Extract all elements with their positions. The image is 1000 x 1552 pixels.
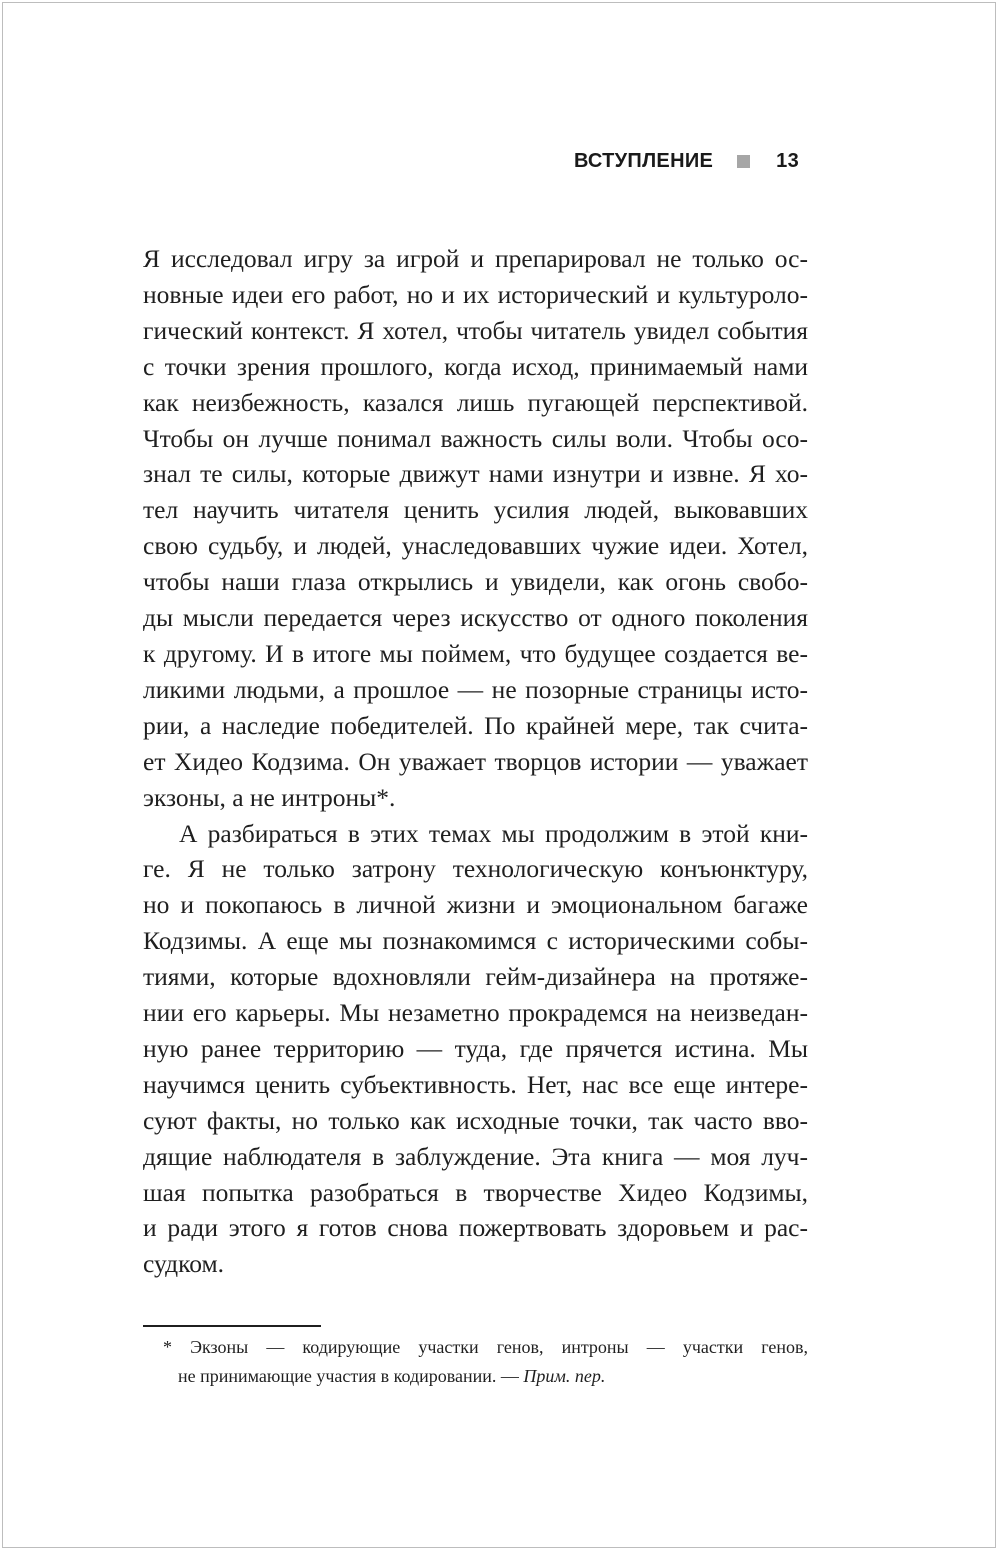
text-line: гический контекст. Я хотел, чтобы читатель увидел события [143, 315, 808, 345]
paragraph-1 [143, 241, 808, 816]
text-line: научимся ценить субъективность. Нет, нас все еще интере- [143, 1069, 808, 1099]
square-separator-icon [737, 155, 750, 168]
section-title: ВСТУПЛЕНИЕ [573, 149, 714, 172]
text-line: нии его карьеры. Мы незаметно прокрадемся на неизведан- [143, 998, 808, 1028]
translator-note: Прим. пер. [523, 1366, 606, 1386]
text-line: свою судьбу, и людей, унаследовавших чужие идеи. Хотел, [143, 531, 808, 561]
footnote [143, 1333, 808, 1391]
text-line: ге. Я не только затрону технологическую конъюнктуру, [143, 854, 808, 884]
footnote-text: не принимающие участия в кодировании. — [178, 1366, 524, 1386]
text-line: как неизбежность, казался лишь пугающей перспективой. [143, 387, 808, 417]
footnote-divider [143, 1325, 321, 1327]
text-line: экзоны, а не интроны*. [143, 782, 396, 812]
body-text [143, 241, 808, 1282]
text-line: к другому. И в итоге мы поймем, что будущее создается ве- [143, 638, 808, 668]
text-line: ет Хидео Кодзима. Он уважает творцов истории — уважает [143, 746, 808, 776]
text-line: шая попытка разобраться в творчестве Хидео Кодзимы, [143, 1177, 808, 1207]
text-line: суют факты, но только как исходные точки, так часто вво- [143, 1105, 808, 1135]
text-line: ды мысли передается через искусство от одного поколения [143, 603, 808, 633]
text-line: Кодзимы. А еще мы познакомимся с историческими собы- [143, 926, 808, 956]
text-line: но и покопаюсь в личной жизни и эмоциональном багаже [143, 890, 808, 920]
running-head [574, 147, 799, 175]
text-line: А разбираться в этих темах мы продолжим в этой кни- [179, 818, 808, 848]
text-line: ную ранее территорию — туда, где прячется истина. Мы [143, 1033, 808, 1063]
text-line: дящие наблюдателя в заблуждение. Эта книга — моя луч- [143, 1141, 808, 1171]
text-line: Я исследовал игру за игрой и препарировал не только ос- [143, 244, 808, 273]
text-line: знал те силы, которые движут нами изнутри и извне. Я хо- [143, 459, 808, 489]
footnote-line [143, 1362, 808, 1391]
text-line: с точки зрения прошлого, когда исход, принимаемый нами [143, 351, 808, 381]
text-line: Чтобы он лучше понимал важность силы воли. Чтобы осо- [143, 423, 808, 453]
text-line: судком. [143, 1249, 224, 1279]
text-line: ликими людьми, а прошлое — не позорные страницы исто- [143, 674, 808, 704]
book-page [2, 2, 996, 1548]
text-line: и ради этого я готов снова пожертвовать здоровьем и рас- [143, 1213, 808, 1243]
text-line: тиями, которые вдохновляли гейм-дизайнера на протяже- [143, 962, 808, 992]
page-number: 13 [776, 149, 799, 172]
text-line: рии, а наследие победителей. По крайней мере, так счита- [143, 710, 808, 740]
footnote-line: * Экзоны — кодирующие участки генов, интроны — участки генов, [163, 1337, 808, 1357]
text-line: новные идеи его работ, но и их исторический и культуроло- [143, 279, 808, 309]
text-line: тел научить читателя ценить усилия людей, выковавших [143, 495, 808, 525]
paragraph-2 [143, 816, 808, 1283]
text-line: чтобы наши глаза открылись и увидели, как огонь свобо- [143, 567, 808, 597]
